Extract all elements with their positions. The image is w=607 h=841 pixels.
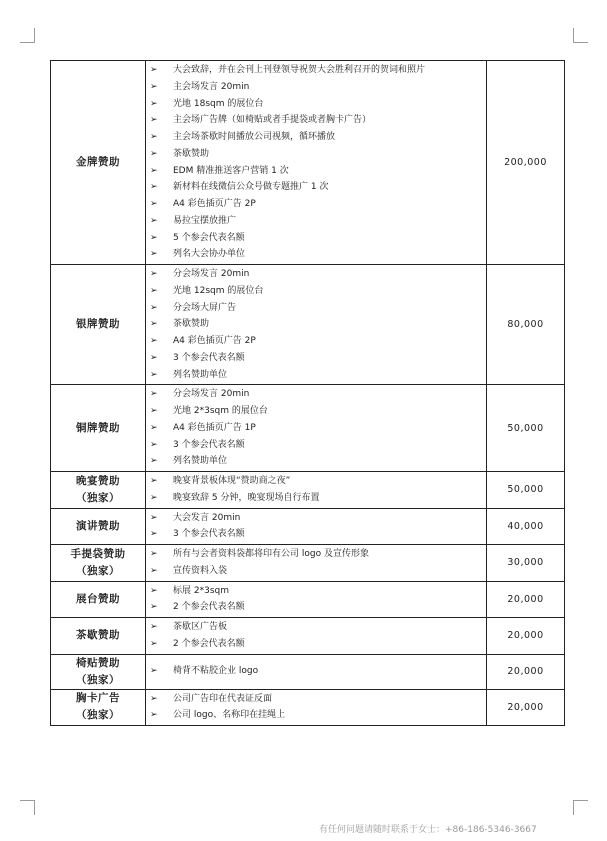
benefit-text: 标展 2*3sqm — [173, 585, 229, 596]
benefit-text: 列名大会协办单位 — [173, 249, 246, 260]
benefit-item — [150, 599, 486, 616]
tier-name-line: （独家） — [76, 709, 120, 722]
benefit-text: 主会场发言 20min — [173, 81, 250, 92]
tier-name-line: （独家） — [76, 491, 120, 504]
arrow-bullet-icon: ➢ — [150, 319, 158, 330]
benefit-item — [150, 112, 486, 129]
benefit-list — [150, 266, 486, 383]
benefit-item — [150, 146, 486, 163]
sponsorship-row — [51, 472, 565, 509]
benefit-item — [150, 619, 486, 636]
tier-name-line: 金牌赞助 — [76, 156, 120, 168]
benefit-item — [150, 636, 486, 653]
crop-mark-top-left — [20, 28, 35, 43]
benefit-item — [150, 386, 486, 403]
sponsorship-price: 50,000 — [487, 385, 565, 472]
sponsorship-benefits — [146, 545, 487, 582]
arrow-bullet-icon: ➢ — [150, 638, 158, 649]
sponsorship-price: 20,000 — [487, 618, 565, 655]
benefit-item — [150, 266, 486, 283]
sponsorship-row — [51, 654, 565, 689]
benefit-item — [150, 230, 486, 247]
arrow-bullet-icon: ➢ — [150, 115, 158, 126]
benefit-list — [150, 619, 486, 653]
sponsorship-tier-name — [51, 385, 146, 472]
arrow-bullet-icon: ➢ — [150, 602, 158, 613]
benefit-text: 宣传资料入袋 — [173, 565, 228, 576]
benefit-item — [150, 316, 486, 333]
sponsorship-row — [51, 61, 565, 265]
tier-name-line: 椅贴赞助 — [76, 656, 120, 669]
arrow-bullet-icon: ➢ — [150, 352, 158, 363]
benefit-text: 椅背不粘胶企业 logo — [173, 666, 259, 677]
sponsorship-tier-name — [51, 689, 146, 726]
arrow-bullet-icon: ➢ — [150, 249, 158, 260]
benefit-item — [150, 510, 486, 527]
benefit-text: 光地 12sqm 的展位台 — [173, 285, 264, 296]
benefit-text: 主会场广告牌（如椅贴或者手提袋或者胸卡广告） — [173, 115, 372, 126]
benefit-text: 3 个参会代表名额 — [173, 529, 245, 540]
benefit-item — [150, 196, 486, 213]
benefit-list — [150, 62, 486, 263]
arrow-bullet-icon: ➢ — [150, 406, 158, 416]
sponsorship-tier-name — [51, 545, 146, 582]
benefit-item — [150, 546, 486, 563]
crop-mark-bottom-right — [573, 800, 588, 815]
benefit-list — [150, 583, 486, 617]
benefit-item — [150, 62, 486, 79]
sponsorship-row — [51, 618, 565, 655]
benefit-list — [150, 510, 486, 544]
sponsorship-price: 40,000 — [487, 508, 565, 545]
benefit-item — [150, 526, 486, 543]
benefit-text: 主会场茶歇时间播放公司视频，循环播放 — [173, 132, 336, 142]
tier-name-line: 铜牌赞助 — [76, 421, 120, 434]
arrow-bullet-icon: ➢ — [150, 336, 158, 346]
benefit-text: 茶歇赞助 — [173, 148, 210, 159]
benefit-text: 分会场发言 20min — [173, 389, 250, 400]
benefit-item — [150, 283, 486, 300]
benefit-item — [150, 691, 486, 708]
arrow-bullet-icon: ➢ — [150, 439, 158, 450]
tier-name-line: 手提袋赞助 — [70, 547, 126, 560]
arrow-bullet-icon: ➢ — [150, 456, 158, 467]
tier-name-line: 银牌赞助 — [76, 318, 120, 331]
sponsorship-benefits — [146, 61, 487, 265]
arrow-bullet-icon: ➢ — [150, 65, 158, 75]
benefit-item — [150, 453, 486, 470]
benefit-item — [150, 437, 486, 454]
sponsorship-table — [50, 60, 565, 726]
sponsorship-price: 200,000 — [487, 61, 565, 265]
arrow-bullet-icon: ➢ — [150, 148, 158, 159]
arrow-bullet-icon: ➢ — [150, 622, 158, 632]
arrow-bullet-icon: ➢ — [150, 693, 158, 704]
benefit-text: 2 个参会代表名额 — [173, 638, 245, 649]
arrow-bullet-icon: ➢ — [150, 389, 158, 400]
sponsorship-benefits — [146, 265, 487, 385]
benefit-item — [150, 490, 486, 507]
benefit-text: A4 彩色插页广告 2P — [173, 336, 256, 346]
benefit-item — [150, 163, 486, 180]
sponsorship-row — [51, 385, 565, 472]
benefit-text: 易拉宝摆放推广 — [173, 215, 237, 226]
sponsorship-tier-name — [51, 654, 146, 689]
sponsorship-benefits — [146, 689, 487, 726]
arrow-bullet-icon: ➢ — [150, 369, 158, 380]
arrow-bullet-icon: ➢ — [150, 232, 158, 243]
tier-name-line: 晚宴赞助 — [76, 474, 120, 487]
arrow-bullet-icon: ➢ — [150, 98, 158, 109]
arrow-bullet-icon: ➢ — [150, 199, 158, 209]
benefit-item — [150, 583, 486, 600]
benefit-list — [150, 691, 486, 725]
arrow-bullet-icon: ➢ — [150, 132, 158, 142]
sponsorship-price: 20,000 — [487, 654, 565, 689]
benefit-text: 晚宴背景板体现“赞助商之夜” — [173, 476, 291, 486]
sponsorship-row — [51, 581, 565, 618]
sponsorship-benefits — [146, 472, 487, 509]
benefit-text: 分会场发言 20min — [173, 269, 250, 279]
benefit-text: A4 彩色插页广告 1P — [173, 422, 256, 433]
benefit-item — [150, 707, 486, 724]
sponsorship-row — [51, 689, 565, 726]
tier-name-line: 展台赞助 — [76, 592, 120, 605]
benefit-text: 光地 18sqm 的展位台 — [173, 98, 264, 109]
benefit-item — [150, 79, 486, 96]
benefit-list — [150, 386, 486, 470]
benefit-item — [150, 367, 486, 384]
benefit-text: 茶歇区广告板 — [173, 622, 228, 632]
sponsorship-benefits — [146, 581, 487, 618]
sponsorship-price: 30,000 — [487, 545, 565, 582]
crop-mark-top-right — [573, 28, 588, 43]
benefit-item — [150, 129, 486, 146]
benefit-text: A4 彩色插页广告 2P — [173, 199, 256, 209]
benefit-text: 大会致辞，并在会刊上刊登领导祝贺大会胜利召开的贺词和照片 — [173, 65, 426, 75]
benefit-item — [150, 213, 486, 230]
benefit-text: 列名赞助单位 — [173, 456, 228, 467]
benefit-item — [150, 563, 486, 580]
crop-mark-bottom-left — [20, 800, 35, 815]
tier-name-line: （独家） — [76, 564, 120, 577]
arrow-bullet-icon: ➢ — [150, 492, 158, 503]
benefit-text: 3 个参会代表名额 — [173, 439, 245, 450]
arrow-bullet-icon: ➢ — [150, 476, 158, 486]
benefit-item — [150, 333, 486, 350]
benefit-item — [150, 350, 486, 367]
sponsorship-tier-name — [51, 508, 146, 545]
sponsorship-tier-name — [51, 265, 146, 385]
sponsorship-price: 20,000 — [487, 689, 565, 726]
benefit-text: 列名赞助单位 — [173, 369, 228, 380]
tier-name-line: 演讲赞助 — [76, 519, 120, 532]
benefit-text: 公司广告印在代表证反面 — [173, 693, 273, 704]
benefit-list — [150, 546, 486, 580]
benefit-text: 茶歇赞助 — [173, 319, 210, 330]
benefit-text: 分会场大屏广告 — [173, 302, 237, 313]
benefit-text: 5 个参会代表名额 — [173, 232, 245, 243]
contact-footer: 有任何问题请随时联系于女士：+86-186-5346-3667 — [319, 825, 537, 835]
tier-name-line: 茶歇赞助 — [76, 629, 120, 642]
benefit-list — [150, 473, 486, 507]
arrow-bullet-icon: ➢ — [150, 302, 158, 313]
benefit-text: 所有与会者资料袋都将印有公司 logo 及宣传形象 — [173, 549, 369, 559]
arrow-bullet-icon: ➢ — [150, 710, 158, 721]
arrow-bullet-icon: ➢ — [150, 285, 158, 296]
sponsorship-price: 20,000 — [487, 581, 565, 618]
benefit-item — [150, 420, 486, 437]
benefit-item — [150, 96, 486, 113]
benefit-text: 晚宴致辞 5 分钟，晚宴现场自行布置 — [173, 492, 320, 503]
arrow-bullet-icon: ➢ — [150, 585, 158, 596]
sponsorship-benefits — [146, 385, 487, 472]
arrow-bullet-icon: ➢ — [150, 529, 158, 540]
sponsorship-row — [51, 545, 565, 582]
sponsorship-tier-name — [51, 61, 146, 265]
benefit-item — [150, 663, 486, 680]
benefit-list — [150, 663, 486, 680]
sponsorship-benefits — [146, 618, 487, 655]
sponsorship-table-body — [51, 61, 565, 726]
arrow-bullet-icon: ➢ — [150, 565, 158, 576]
benefit-text: 光地 2*3sqm 的展位台 — [173, 406, 268, 416]
tier-name-line: 胸卡广告 — [76, 692, 120, 705]
benefit-item — [150, 473, 486, 490]
sponsorship-price: 50,000 — [487, 472, 565, 509]
sponsorship-row — [51, 508, 565, 545]
benefit-text: 大会发言 20min — [173, 512, 241, 523]
arrow-bullet-icon: ➢ — [150, 422, 158, 433]
sponsorship-tier-name — [51, 618, 146, 655]
tier-name-line: （独家） — [76, 673, 120, 686]
arrow-bullet-icon: ➢ — [150, 215, 158, 226]
arrow-bullet-icon: ➢ — [150, 81, 158, 92]
arrow-bullet-icon: ➢ — [150, 549, 158, 559]
arrow-bullet-icon: ➢ — [150, 512, 158, 523]
benefit-text: 3 个参会代表名额 — [173, 352, 245, 363]
sponsorship-benefits — [146, 508, 487, 545]
benefit-item — [150, 179, 486, 196]
arrow-bullet-icon: ➢ — [150, 165, 158, 176]
sponsorship-benefits — [146, 654, 487, 689]
sponsorship-tier-name — [51, 581, 146, 618]
benefit-item — [150, 246, 486, 263]
benefit-item — [150, 403, 486, 420]
sponsorship-tier-name — [51, 472, 146, 509]
benefit-item — [150, 300, 486, 317]
sponsorship-row — [51, 265, 565, 385]
benefit-text: 公司 logo、名称印在挂绳上 — [173, 710, 286, 721]
arrow-bullet-icon: ➢ — [150, 666, 158, 677]
sponsorship-price: 80,000 — [487, 265, 565, 385]
benefit-text: 2 个参会代表名额 — [173, 602, 245, 613]
arrow-bullet-icon: ➢ — [150, 182, 158, 193]
benefit-text: 新材料在线微信公众号做专题推广 1 次 — [173, 182, 329, 193]
arrow-bullet-icon: ➢ — [150, 269, 158, 279]
benefit-text: EDM 精准推送客户营销 1 次 — [173, 165, 289, 176]
